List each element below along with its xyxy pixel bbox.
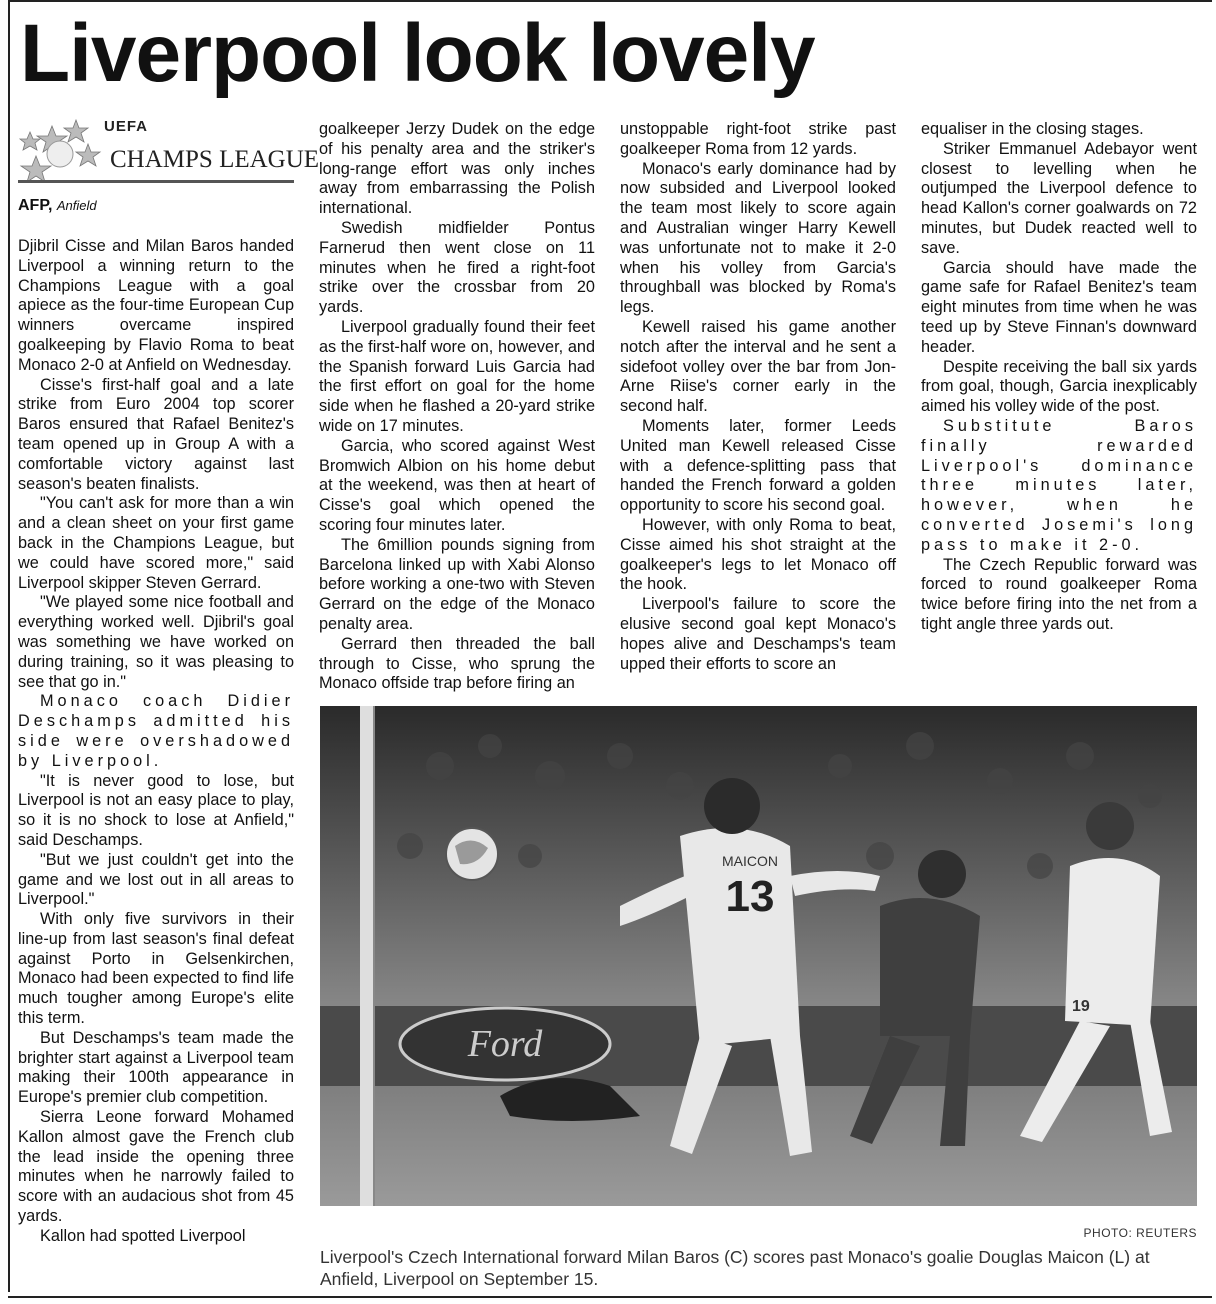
paragraph: The Czech Republic forward was forced to round goalkeeper Roma twice before firing into the net from a tight angle three yards out. [921, 555, 1197, 633]
article-column-1 [18, 237, 294, 1247]
paragraph: Sierra Leone forward Mohamed Kallon almost gave the French club the lead inside the opening three minutes when he narrowly failed to score with an audacious shot from 45 yards. [18, 1108, 294, 1226]
article-column-4 [921, 120, 1197, 635]
stars-icon [18, 116, 108, 180]
article-column-2 [319, 120, 595, 694]
paragraph: Cisse's first-half goal and a late strike from Euro 2004 top scorer Baros ensured that Rafael Benitez's team opened up in Group A with a comfortable victory against last season's beaten finalists. [18, 375, 294, 493]
bottom-rule [8, 1296, 1212, 1298]
paragraph: However, with only Roma to beat, Cisse aimed his shot straight at the goalkeeper's legs to let Monaco off the hook. [620, 515, 896, 594]
paragraph: Monaco's early dominance had by now subsided and Liverpool looked the team most likely to score again and Australian winger Harry Kewell was unfortunate not to make it 2-0 when his volley from Garcia's throughball was blocked by Roma's legs. [620, 159, 896, 317]
byline-place: Anfield [56, 198, 97, 213]
paragraph: equaliser in the closing stages. [921, 120, 1144, 138]
paragraph: Gerrard then threaded the ball through to Cisse, who sprung the Monaco offside trap before firing an [319, 634, 595, 693]
champions-league-logo [18, 116, 320, 180]
match-photo [320, 706, 1197, 1206]
paragraph: Djibril Cisse and Milan Baros handed Liverpool a winning return to the Champions League with a goal apiece as the four-time European Cup winners overcame inspired goalkeeping by Flavio Roma to beat Monaco 2-0 at Anfield on Wednesday. [18, 237, 294, 374]
paragraph: Monaco coach Didier Deschamps admitted his side were overshadowed by Liverpool. [18, 692, 294, 770]
paragraph: "It is never good to lose, but Liverpool is not an easy place to play, so it is no shock to lose at Anfield," said Deschamps. [18, 771, 294, 849]
paragraph: goalkeeper Jerzy Dudek on the edge of his penalty area and the striker's long-range effort was only inches away from embarrassing the Polish international. [319, 120, 595, 218]
photo-credit: PHOTO: REUTERS [1083, 1226, 1197, 1240]
byline-agency: AFP, [18, 197, 53, 214]
shirt-name-text: MAICON [722, 853, 778, 869]
paragraph: "We played some nice football and everything worked well. Djibril's goal was something we have worked on during training, so it was pleasing to see that go in." [18, 593, 294, 691]
paragraph: Liverpool gradually found their feet as the first-half wore on, however, and the Spanish forward Luis Garcia had the first effort on goal for the home side when he flashed a 20-yard strike wide on 17 minutes. [319, 317, 595, 435]
article-column-3 [620, 120, 896, 674]
paragraph: Substitute Baros finally rewarded Liverpool's dominance three minutes later, however, when he converted Josemi's long pass to make it 2-0. [921, 416, 1197, 554]
paragraph: unstoppable right-foot strike past goalkeeper Roma from 12 yards. [620, 120, 896, 158]
paragraph: "You can't ask for more than a win and a clean sheet on your first game back in the Champions League, but we could have scored more," said Liverpool skipper Steven Gerrard. [18, 494, 294, 592]
paragraph: The 6million pounds signing from Barcelona linked up with Xabi Alonso before working a one-two with Steven Gerrard on the edge of the Monaco penalty area. [319, 535, 595, 633]
headline: Liverpool look lovely [20, 8, 815, 99]
paragraph: Moments later, former Leeds United man Kewell released Cisse with a defence-splitting pass that handed the French forward a golden opportunity to score his second goal. [620, 416, 896, 515]
shirt-number-text: 13 [725, 872, 775, 921]
paragraph: Striker Emmanuel Adebayor went closest to levelling when he outjumped the Liverpool defence to head Kallon's corner goalwards on 72 minutes, but Dudek reacted well to save. [921, 139, 1197, 257]
photo-illustration [320, 706, 1197, 1206]
paragraph: Liverpool's failure to score the elusive second goal kept Monaco's hopes alive and Deschamps's team upped their efforts to score an [620, 595, 896, 673]
photo-caption: Liverpool's Czech International forward Milan Baros (C) scores past Monaco's goalie Douglas Maicon (L) at Anfield, Liverpool on September 15. [320, 1247, 1150, 1289]
paragraph: But Deschamps's team made the brighter start against a Liverpool team making their 100th appearance in Europe's premier club competition. [18, 1028, 294, 1107]
paragraph: Swedish midfielder Pontus Farnerud then went close on 11 minutes when he fired a right-foot strike over the crossbar from 20 yards. [319, 218, 595, 317]
logo-uefa-text: UEFA [104, 118, 149, 135]
left-rule [8, 2, 10, 1292]
ford-sponsor-text: Ford [467, 1023, 543, 1065]
paragraph: Despite receiving the ball six yards from goal, though, Garcia inexplicably aimed his volley wide of the post. [921, 357, 1197, 416]
paragraph: Kewell raised his game another notch after the interval and he sent a sidefoot volley over the bar from Jon-Arne Riise's corner early in the second half. [620, 317, 896, 416]
sleeve-number-text: 19 [1072, 998, 1090, 1015]
paragraph: With only five survivors in their line-up from last season's final defeat against Porto in Gelsenkirchen, Monaco had been expected to find life much tougher among Europe's elite this term. [18, 910, 294, 1028]
logo-rule [18, 180, 294, 183]
paragraph: "But we just couldn't get into the game and we lost out in all areas to Liverpool." [18, 850, 294, 909]
paragraph: Garcia should have made the game safe for Rafael Benitez's team eight minutes from time when he was teed up by Steve Finnan's downward header. [921, 258, 1197, 356]
paragraph: Kallon had spotted Liverpool [40, 1226, 246, 1245]
logo-champs-text: CHAMPS LEAGUE [110, 146, 320, 173]
paragraph: Garcia, who scored against West Bromwich Albion on his home debut at the weekend, was then at heart of Cisse's goal which opened the scoring four minutes later. [319, 436, 595, 534]
byline [18, 197, 97, 215]
